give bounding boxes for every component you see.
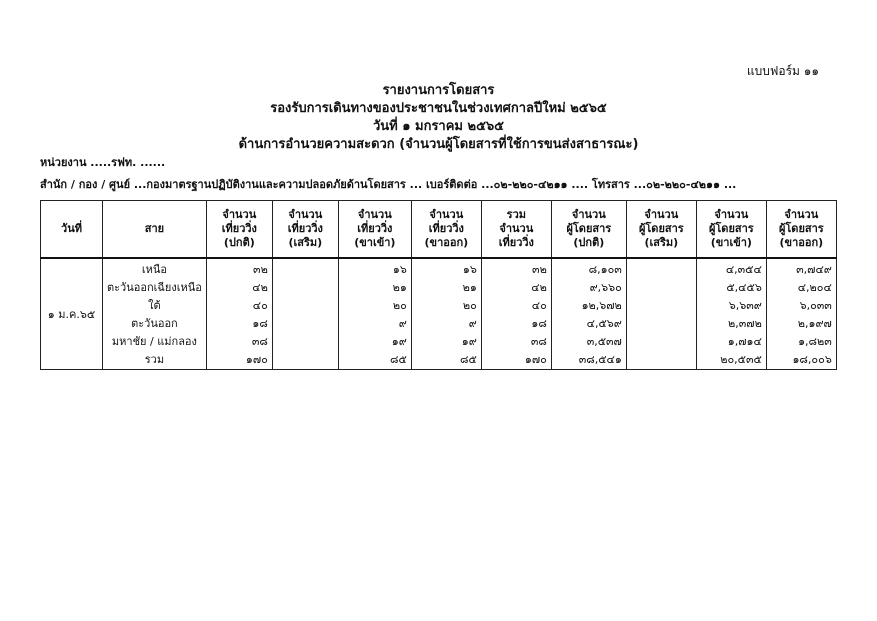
cell-pax-out: ๔,๒๐๔ <box>766 279 836 297</box>
header-line: (เสริม) <box>644 236 679 249</box>
cell-trips-normal: ๔๒ <box>206 279 272 297</box>
cell-pax-in: ๒,๓๗๒ <box>696 315 766 333</box>
header-line: (ขาเข้า) <box>354 236 396 249</box>
header-line: ผู้โดยสาร <box>708 222 754 235</box>
cell-pax-extra <box>626 279 696 297</box>
report-category: ด้านการอำนวยความสะดวก (จำนวนผู้โดยสารที่ใช้การขนส่งสาธารณะ) <box>238 137 639 152</box>
header-line: (ขาออก) <box>424 236 469 249</box>
table-row <box>41 297 837 315</box>
header-line: จำนวน <box>288 208 323 221</box>
cell-pax-extra <box>626 258 696 279</box>
cell-trips-in: ๒๐ <box>338 297 411 315</box>
cell-pax-out: ๓,๗๔๙ <box>766 258 836 279</box>
report-title-block <box>0 82 877 154</box>
header-line: เที่ยววิ่ง <box>287 222 323 235</box>
header-line: จำนวน <box>222 208 257 221</box>
header-line: จำนวน <box>784 208 819 221</box>
header-line: เที่ยววิ่ง <box>357 222 393 235</box>
header-trips-in <box>338 201 411 259</box>
cell-pax-out: ๖,๐๓๓ <box>766 297 836 315</box>
cell-trips-normal: ๓๒ <box>206 258 272 279</box>
header-line: เที่ยววิ่ง <box>221 222 257 235</box>
cell-trips-total: ๑๘ <box>481 315 551 333</box>
header-pax-extra <box>626 201 696 259</box>
header-trips-out <box>411 201 481 259</box>
header-line: (ปกติ) <box>573 236 605 249</box>
table-row <box>41 315 837 333</box>
cell-pax-normal: ๔,๕๖๙ <box>551 315 626 333</box>
passenger-report-table <box>40 200 837 370</box>
route-cell: ตะวันออกเฉียงเหนือ <box>103 279 207 297</box>
cell-trips-in: ๒๑ <box>338 279 411 297</box>
cell-pax-normal: ๙,๖๖๐ <box>551 279 626 297</box>
cell-pax-normal: ๓,๕๓๗ <box>551 333 626 351</box>
table-header-row <box>41 201 837 259</box>
header-line: วันที่ <box>61 222 82 235</box>
table-row <box>41 351 837 370</box>
header-trips-extra <box>272 201 338 259</box>
cell-trips-extra <box>272 297 338 315</box>
cell-pax-extra <box>626 351 696 370</box>
cell-trips-out: ๒๐ <box>411 297 481 315</box>
cell-pax-in: ๔,๓๕๔ <box>696 258 766 279</box>
header-line: ผู้โดยสาร <box>778 222 824 235</box>
cell-pax-in: ๑,๗๑๔ <box>696 333 766 351</box>
header-date <box>41 201 103 259</box>
cell-trips-in: ๘๕ <box>338 351 411 370</box>
report-date: วันที่ ๑ มกราคม ๒๕๖๕ <box>372 119 505 134</box>
cell-trips-in: ๑๙ <box>338 333 411 351</box>
cell-trips-total: ๑๗๐ <box>481 351 551 370</box>
table-row <box>41 333 837 351</box>
header-line: ผู้โดยสาร <box>638 222 684 235</box>
header-line: จำนวน <box>429 208 464 221</box>
cell-trips-total: ๓๒ <box>481 258 551 279</box>
route-cell: ตะวันออก <box>103 315 207 333</box>
cell-trips-total: ๔๐ <box>481 297 551 315</box>
cell-pax-normal: ๑๒,๖๗๒ <box>551 297 626 315</box>
header-trips-total <box>481 201 551 259</box>
table-row <box>41 279 837 297</box>
header-line: ผู้โดยสาร <box>566 222 612 235</box>
route-cell: เหนือ <box>103 258 207 279</box>
org-contact-line: สำนัก / กอง / ศูนย์ ...กองมาตรฐานปฏิบัติงานและความปลอดภัยด้านโดยสาร ... เบอร์ติดต่อ ...๐๒-๒๒๐-๔๒๑๑ .... โทรสาร ...๐๒-๒๒๐-๔๒๑๑ ... <box>40 178 737 191</box>
header-line: (ขาออก) <box>779 236 824 249</box>
table-body <box>41 258 837 370</box>
cell-trips-normal: ๓๘ <box>206 333 272 351</box>
header-line: จำนวน <box>357 208 392 221</box>
route-cell: ใต้ <box>103 297 207 315</box>
header-pax-normal <box>551 201 626 259</box>
cell-pax-in: ๖,๖๓๙ <box>696 297 766 315</box>
header-trips-normal <box>206 201 272 259</box>
table-row <box>41 258 837 279</box>
header-line: สาย <box>144 222 165 235</box>
cell-pax-out: ๑,๘๒๓ <box>766 333 836 351</box>
header-route <box>103 201 207 259</box>
cell-trips-out: ๑๙ <box>411 333 481 351</box>
date-cell: ๑ ม.ค.๖๕ <box>41 258 103 370</box>
header-line: รวม <box>506 208 526 221</box>
route-cell: มหาชัย / แม่กลอง <box>103 333 207 351</box>
cell-trips-extra <box>272 333 338 351</box>
route-cell: รวม <box>103 351 207 370</box>
cell-trips-extra <box>272 258 338 279</box>
cell-pax-in: ๕,๔๕๖ <box>696 279 766 297</box>
cell-trips-extra <box>272 351 338 370</box>
cell-trips-normal: ๔๐ <box>206 297 272 315</box>
cell-trips-normal: ๑๗๐ <box>206 351 272 370</box>
header-line: จำนวน <box>499 222 534 235</box>
cell-trips-total: ๓๘ <box>481 333 551 351</box>
cell-trips-out: ๘๕ <box>411 351 481 370</box>
cell-trips-in: ๑๖ <box>338 258 411 279</box>
header-line: เที่ยววิ่ง <box>428 222 464 235</box>
cell-trips-extra <box>272 315 338 333</box>
cell-trips-out: ๑๖ <box>411 258 481 279</box>
report-subtitle: รองรับการเดินทางของประชาชนในช่วงเทศกาลปีใหม่ ๒๕๖๕ <box>270 101 607 116</box>
report-title: รายงานการโดยสาร <box>382 83 495 98</box>
unit-line: หน่วยงาน .....รฟท. ...... <box>40 156 166 169</box>
header-line: (เสริม) <box>288 236 323 249</box>
cell-pax-out: ๒,๑๙๗ <box>766 315 836 333</box>
cell-pax-extra <box>626 297 696 315</box>
cell-pax-extra <box>626 315 696 333</box>
cell-trips-in: ๙ <box>338 315 411 333</box>
header-pax-out <box>766 201 836 259</box>
cell-trips-extra <box>272 279 338 297</box>
header-line: จำนวน <box>571 208 606 221</box>
cell-pax-normal: ๓๘,๕๔๑ <box>551 351 626 370</box>
cell-pax-out: ๑๘,๐๐๖ <box>766 351 836 370</box>
cell-pax-extra <box>626 333 696 351</box>
header-pax-in <box>696 201 766 259</box>
cell-pax-in: ๒๐,๕๓๕ <box>696 351 766 370</box>
cell-trips-out: ๙ <box>411 315 481 333</box>
cell-pax-normal: ๘,๑๐๓ <box>551 258 626 279</box>
form-number: แบบฟอร์ม ๑๑ <box>746 64 819 78</box>
cell-trips-total: ๔๒ <box>481 279 551 297</box>
header-line: จำนวน <box>714 208 749 221</box>
header-line: เที่ยววิ่ง <box>498 236 534 249</box>
header-line: จำนวน <box>644 208 679 221</box>
header-line: (ขาเข้า) <box>710 236 752 249</box>
cell-trips-normal: ๑๘ <box>206 315 272 333</box>
cell-trips-out: ๒๑ <box>411 279 481 297</box>
header-line: (ปกติ) <box>223 236 255 249</box>
